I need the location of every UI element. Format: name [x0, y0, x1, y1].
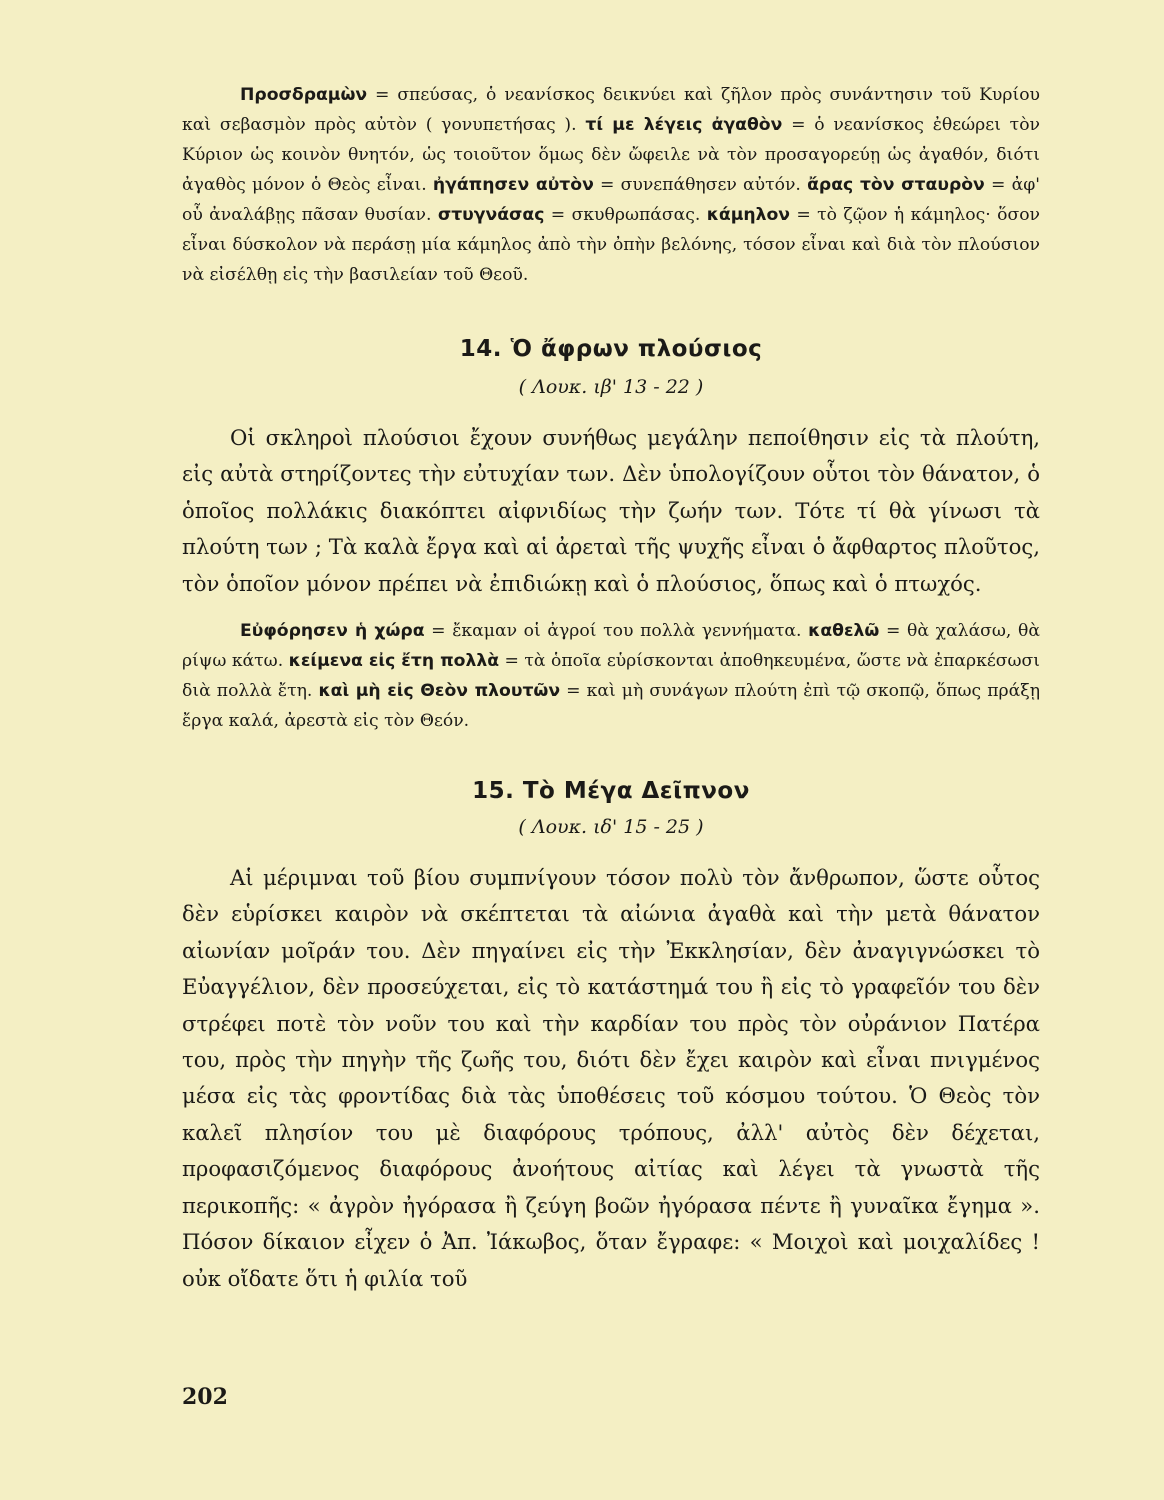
- glossary-term: τί με λέγεις ἀγαθὸν: [585, 115, 783, 135]
- glossary-definition: = θὰ χαλάσω, θὰ ρίψω κάτω.: [182, 621, 1040, 672]
- glossary-term: κείμενα εἰς ἔτη πολλὰ: [288, 651, 500, 672]
- glossary-paragraph: [182, 616, 1040, 736]
- page-content: [182, 80, 1040, 1297]
- body-paragraph: Αἱ μέριμναι τοῦ βίου συμπνίγουν τόσον πολὺ τὸν ἄνθρωπον, ὥστε οὗτος δὲν εὑρίσκει καιρὸν νὰ σκέπτεται τὰ αἰώνια ἀγαθὰ καὶ τὴν μετὰ θάνατον αἰωνίαν μοῖράν του. Δὲν πηγαίνει εἰς τὴν Ἐκκλησίαν, δὲν ἀναγιγνώσκει τὸ Εὐαγγέλιον, δὲν προσεύχεται, εἰς τὸ κατάστημά του ἢ εἰς τὸ γραφεῖόν του δὲν στρέφει ποτὲ τὸν νοῦν του καὶ τὴν καρδίαν του πρὸς τὸν οὐράνιον Πατέρα του, πρὸς τὴν πηγὴν τῆς ζωῆς του, διότι δὲν ἔχει καιρὸν καὶ εἶναι πνιγμένος μέσα εἰς τὰς φροντίδας διὰ τὰς ὑποθέσεις τοῦ κόσμου τούτου. Ὁ Θεὸς τὸν καλεῖ πλησίον του μὲ διαφόρους τρόπους, ἀλλ' αὐτὸς δὲν δέχεται, προφασιζόμενος διαφόρους ἀνοήτους αἰτίας καὶ λέγει τὰ γνωστὰ τῆς περικοπῆς: « ἀγρὸν ἠγόρασα ἢ ζεύγη βοῶν ἠγόρασα πέντε ἢ γυναῖκα ἔγημα ». Πόσον δίκαιον εἶχεν ὁ Ἀπ. Ἰάκωβος, ὅταν ἔγραφε: « Μοιχοὶ καὶ μοιχαλίδες ! οὐκ οἴδατε ὅτι ἡ φιλία τοῦ: [182, 865, 1040, 1291]
- glossary-definition: = καὶ μὴ συνάγων πλούτη ἐπὶ τῷ σκοπῷ, ὅπως πράξῃ ἔργα καλά, ἀρεστὰ εἰς τὸν Θεόν.: [182, 681, 1040, 732]
- scripture-reference-15: ( Λουκ. ιδ' 15 - 25 ): [518, 816, 704, 839]
- section-heading-15: 15. Τὸ Μέγα Δεῖπνον: [472, 778, 750, 805]
- body-paragraph: Οἱ σκληροὶ πλούσιοι ἔχουν συνήθως μεγάλην πεποίθησιν εἰς τὰ πλούτη, εἰς αὐτὰ στηρίζοντες τὴν εὐτυχίαν των. Δὲν ὑπολογίζουν οὗτοι τὸν θάνατον, ὁ ὁποῖος πολλάκις διακόπτει αἰφνιδίως τὴν ζωήν των. Τότε τί θὰ γίνωσι τὰ πλούτη των ; Τὰ καλὰ ἔργα καὶ αἱ ἀρεταὶ τῆς ψυχῆς εἶναι ὁ ἄφθαρτος πλοῦτος, τὸν ὁποῖον μόνον πρέπει νὰ ἐπιδιώκῃ καὶ ὁ πλούσιος, ὅπως καὶ ὁ πτωχός.: [182, 425, 1040, 596]
- glossary-definition: = σκυθρωπάσας.: [544, 205, 707, 225]
- glossary-definition: = τὸ ζῷον ἡ κάμηλος· ὅσον εἶναι δύσκολον νὰ περάσῃ μία κάμηλος ἀπὸ τὴν ὀπὴν βελόνης, τόσον εἶναι καὶ διὰ τὸν πλούσιον νὰ εἰσέλθῃ εἰς τὴν βασιλείαν τοῦ Θεοῦ.: [182, 205, 1040, 285]
- commentary-body-15: [182, 860, 1040, 1297]
- glossary-term: Εὐφόρησεν ἡ χώρα: [240, 621, 425, 642]
- glossary-definition: = σπεύσας, ὁ νεανίσκος δεικνύει καὶ ζῆλον πρὸς συνάντησιν τοῦ Κυρίου καὶ σεβασμὸν πρὸς αὐτὸν ( γονυπετήσας ).: [182, 85, 1040, 135]
- glossary-definition: = ἀφ' οὗ ἀναλάβῃς πᾶσαν θυσίαν.: [182, 175, 1040, 225]
- scripture-reference-14: ( Λουκ. ιβ' 13 - 22 ): [518, 376, 704, 398]
- glossary-term: Προσδραμὼν: [240, 85, 368, 105]
- glossary-term: στυγνάσας: [437, 205, 545, 225]
- glossary-definition: = τὰ ὁποῖα εὑρίσκονται ἀποθηκευμένα, ὥστε νὰ ἐπαρκέσωσι διὰ πολλὰ ἔτη.: [182, 651, 1040, 702]
- commentary-body-14: [182, 420, 1040, 602]
- glossary-term: ἄρας τὸν σταυρὸν: [807, 175, 985, 195]
- glossary-term: καθελῶ: [808, 621, 880, 642]
- glossary-term: ἠγάπησεν αὐτὸν: [432, 175, 594, 195]
- glossary-term: κάμηλον: [706, 205, 790, 225]
- section-heading-14: 14. Ὁ ἄφρων πλούσιος: [459, 336, 763, 362]
- page-number: 202: [182, 1384, 228, 1410]
- glossary-definition: = ἔκαμαν οἱ ἀγροί του πολλὰ γεννήματα.: [424, 621, 809, 642]
- glossary-term: καὶ μὴ εἰς Θεὸν πλουτῶν: [318, 681, 561, 702]
- glossary-notes-13: [182, 80, 1040, 290]
- glossary-paragraph: [182, 80, 1040, 290]
- glossary-notes-14: [182, 616, 1040, 736]
- glossary-definition: = ὁ νεανίσκος ἐθεώρει τὸν Κύριον ὡς κοινὸν θνητόν, ὡς τοιοῦτον ὅμως δὲν ὤφειλε νὰ τὸν προσαγορεύῃ ὡς ἀγαθόν, διότι ἀγαθὸς μόνον ὁ Θεὸς εἶναι.: [182, 115, 1040, 195]
- glossary-definition: = συνεπάθησεν αὐτόν.: [593, 175, 808, 195]
